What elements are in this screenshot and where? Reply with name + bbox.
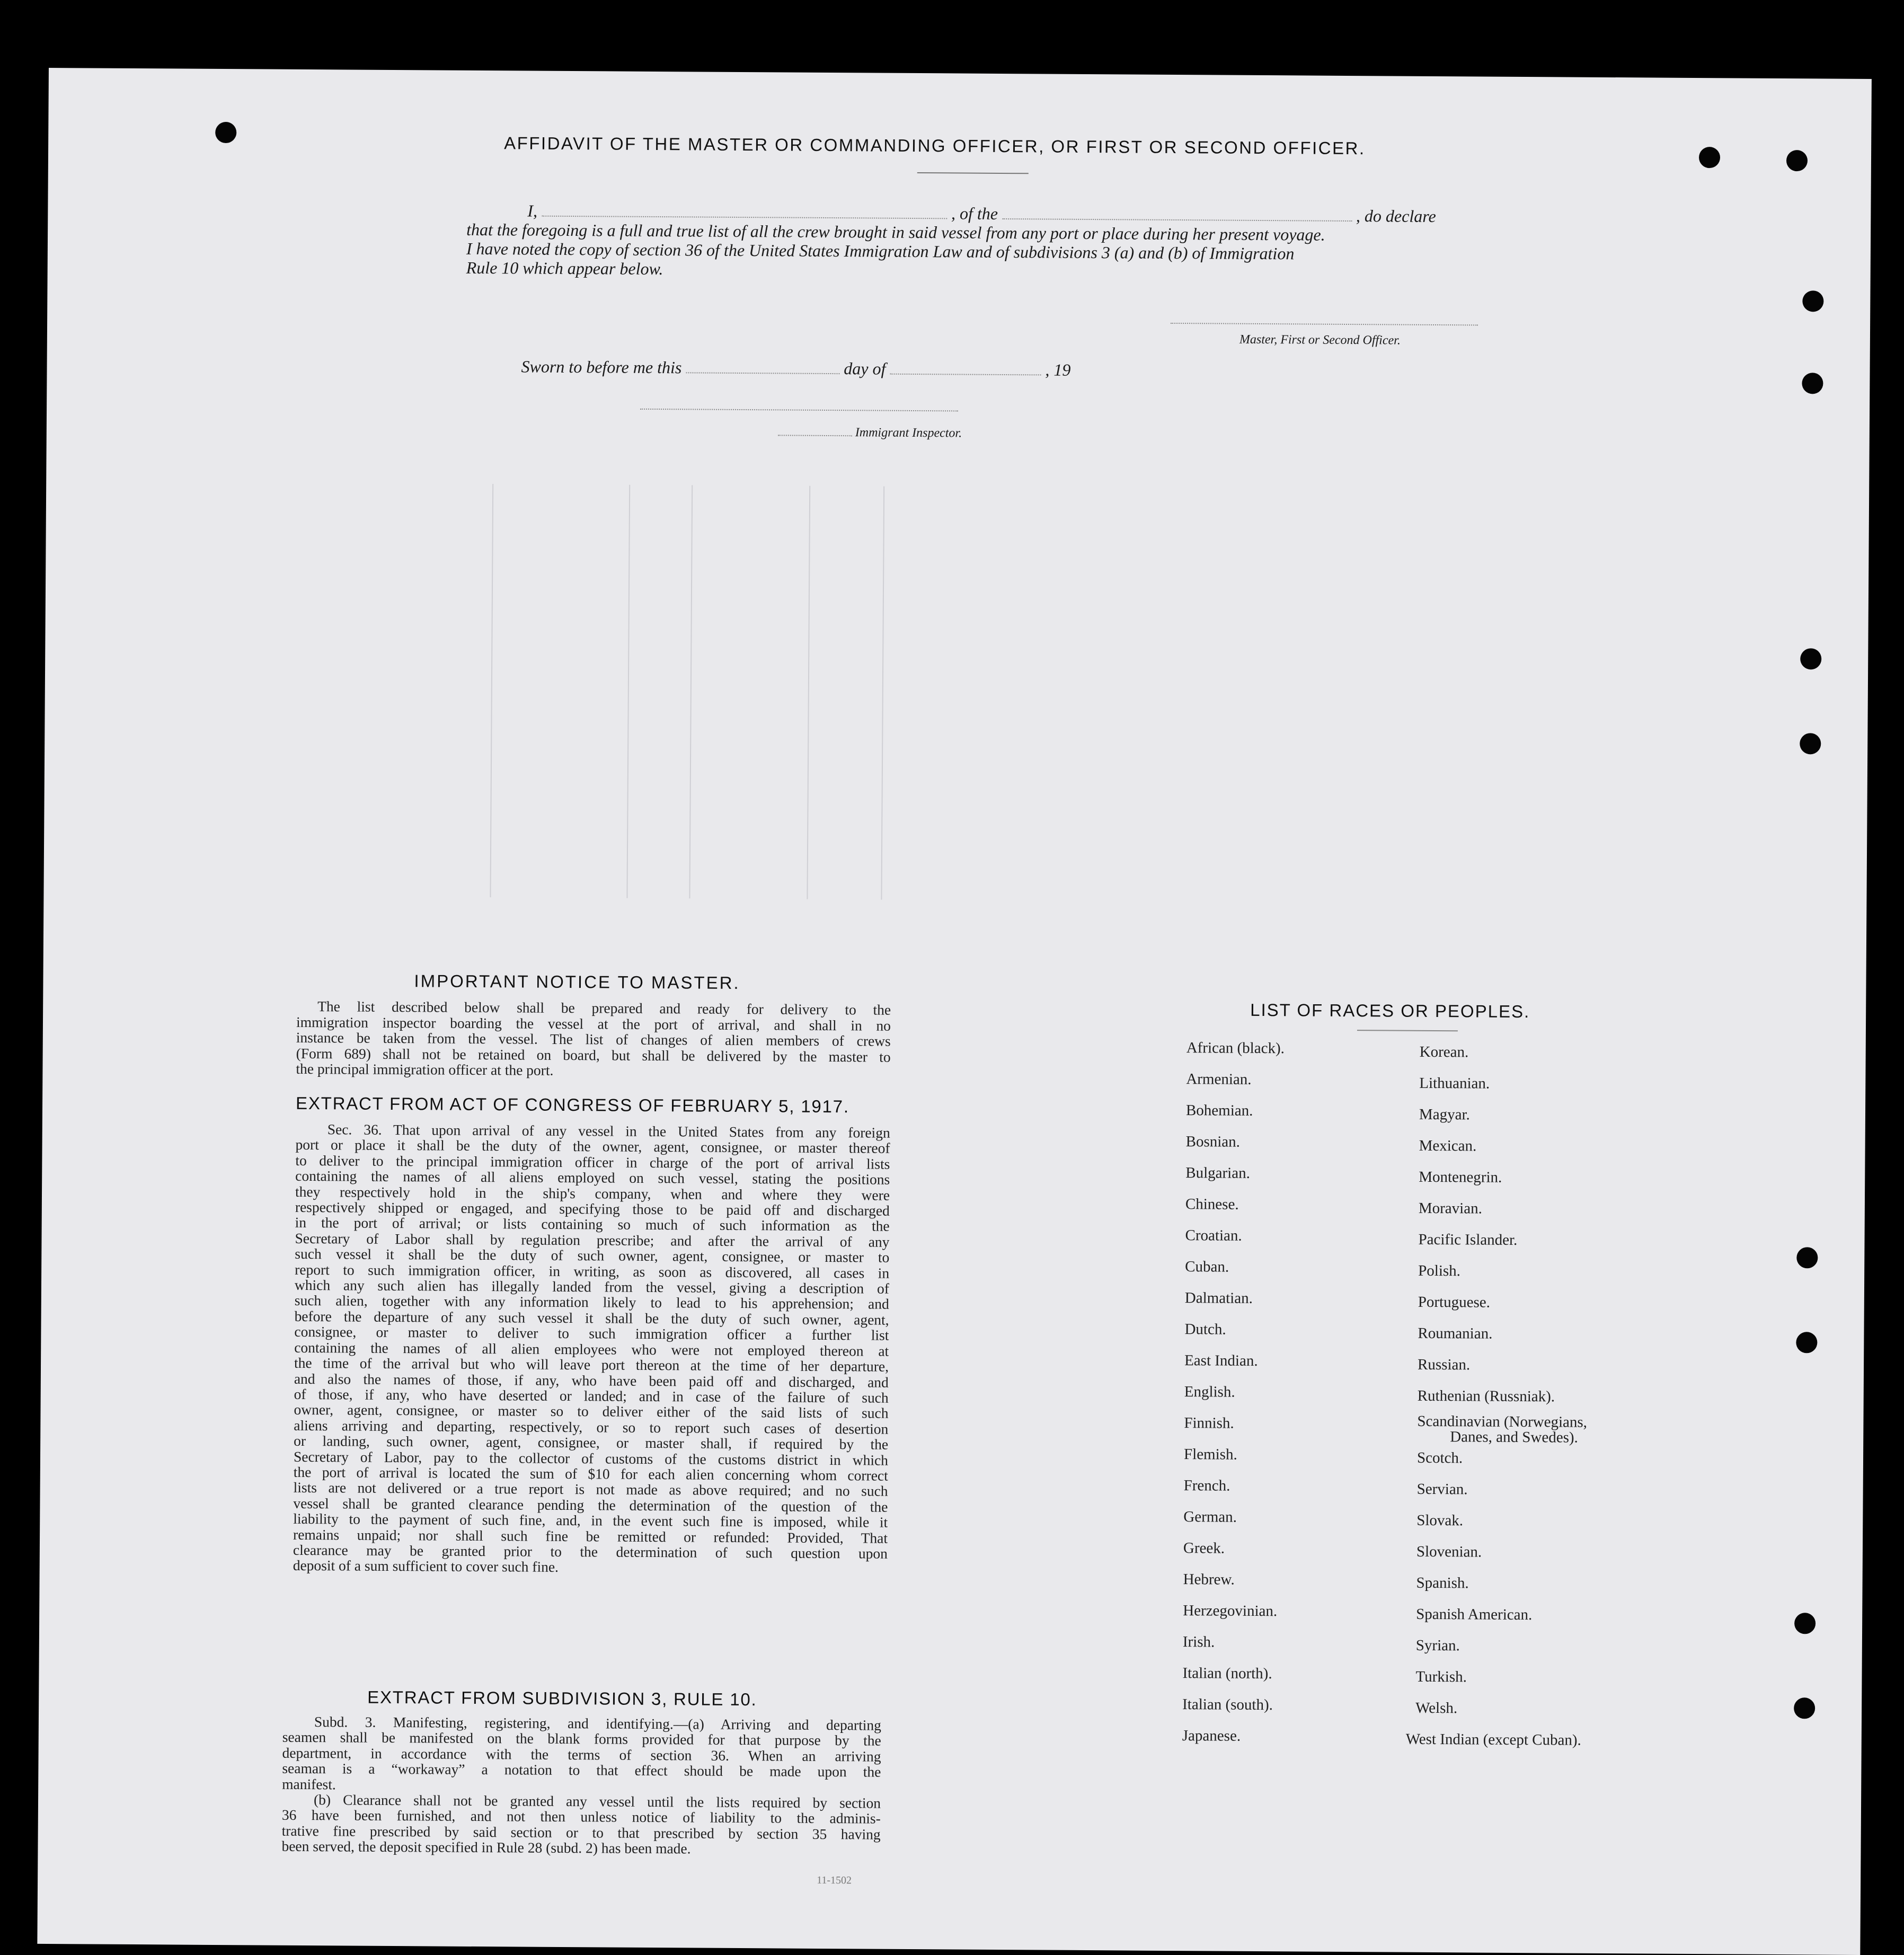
race-left: Herzegovinian.	[1183, 1602, 1278, 1620]
race-left: French.	[1183, 1477, 1230, 1494]
act-line: report to such immigration officer, in writing, as soon as discovered, all cases in	[295, 1261, 890, 1281]
act-line: containing the names of all aliens employed on such vessel, stating the positions	[295, 1167, 890, 1188]
race-left: Bosnian.	[1185, 1133, 1241, 1151]
act-line: the port of arrival is located the sum of $10 for each alien concerning whom correct	[293, 1463, 888, 1484]
act-line: respectively shipped or engaged, and specifying those to be paid off and discharged	[295, 1198, 890, 1219]
act-line: in the port of arrival; or lists containing so much of such information as the	[295, 1214, 890, 1235]
race-right: Roumanian.	[1418, 1324, 1493, 1342]
notice-line: the principal immigration officer at the port.	[296, 1060, 554, 1079]
races-title-rule	[1357, 1030, 1458, 1031]
punch-hole	[1786, 150, 1808, 171]
races-title: LIST OF RACES OR PEOPLES.	[1250, 999, 1530, 1022]
rule-extract-body	[281, 1714, 881, 1858]
punch-hole	[215, 122, 236, 143]
act-line: containing the names of all alien employees who were not employed thereon at	[294, 1339, 889, 1359]
notice-line: immigration inspector boarding the vessel at the port of arrival, and shall in no	[296, 1013, 891, 1034]
bleed-through-rule	[689, 485, 693, 898]
race-right: Welsh.	[1415, 1699, 1458, 1717]
sworn-line	[521, 357, 1070, 379]
race-right: Turkish.	[1415, 1668, 1467, 1686]
affidavit-line-3: I have noted the copy of section 36 of the United States Immigration Law and of subdivisions 3 (a) and (b) of Immigration	[466, 238, 1295, 263]
race-right: Syrian.	[1415, 1636, 1460, 1655]
title-rule	[917, 172, 1029, 174]
race-right: Scandinavian (Norwegians,	[1417, 1412, 1588, 1431]
race-right: Danes, and Swedes).	[1450, 1428, 1578, 1446]
act-line: before the departure of any such vessel it shall be the duty of such owner, agent,	[294, 1307, 889, 1328]
act-line: owner, agent, consignee, or master so to deliver either of the said lists of such	[294, 1401, 889, 1422]
act-line: such vessel it shall be the duty of such owner, agent, consignee, or master to	[295, 1245, 890, 1266]
rule-line: Subd. 3. Manifesting, registering, and identifying.—(a) Arriving and departing	[314, 1713, 882, 1733]
act-line: remains unpaid; nor shall such fine be remitted or refunded: Provided, That	[293, 1526, 888, 1546]
race-left: Bulgarian.	[1185, 1164, 1251, 1182]
race-right: Moravian.	[1418, 1199, 1482, 1217]
act-line: Sec. 36. That upon arrival of any vessel in the United States from any foreign	[327, 1121, 890, 1141]
rule-line: department, in accordance with the terms of section 36. When an arriving	[282, 1744, 881, 1765]
notice-line: (Form 689) shall not be retained on board, but shall be delivered by the master to	[296, 1045, 891, 1065]
act-line: aliens arriving and departing, respectively, or so to report such cases of desertion	[294, 1417, 889, 1437]
race-left: Bohemian.	[1185, 1102, 1253, 1119]
act-line: they respectively hold in the ship's company, when and where they were	[295, 1183, 890, 1204]
race-right: West Indian (except Cuban).	[1405, 1730, 1581, 1749]
notice-body	[296, 998, 891, 1081]
race-right: Lithuanian.	[1419, 1074, 1490, 1092]
race-left: Chinese.	[1185, 1196, 1239, 1213]
punch-hole	[1794, 1697, 1815, 1719]
affidavit-line-4: Rule 10 which appear below.	[466, 258, 663, 279]
act-line: Secretary of Labor shall by regulation prescribe; and after the arrival of any	[295, 1229, 890, 1250]
affidavit-title: AFFIDAVIT OF THE MASTER OR COMMANDING OFFICER, OR FIRST OR SECOND OFFICER.	[504, 133, 1366, 158]
bleed-through-rule	[881, 486, 884, 900]
race-right: Korean.	[1419, 1043, 1469, 1061]
form-number: 11-1502	[817, 1874, 852, 1887]
act-extract-title: EXTRACT FROM ACT OF CONGRESS OF FEBRUARY 5, 1917.	[295, 1093, 849, 1117]
rule-line: (b) Clearance shall not be granted any vessel until the lists required by section	[313, 1791, 881, 1811]
day-blank[interactable]	[686, 372, 839, 374]
vessel-blank[interactable]	[1002, 218, 1352, 222]
act-extract-body	[293, 1121, 890, 1577]
rule-line: been served, the deposit specified in Rule 28 (subd. 2) has been made.	[281, 1837, 691, 1857]
month-blank[interactable]	[890, 374, 1041, 376]
race-left: Croatian.	[1185, 1227, 1242, 1244]
punch-hole	[1796, 1332, 1817, 1353]
act-line: which any such alien has illegally landed from the vessel, giving a description of	[294, 1276, 890, 1297]
race-left: Finnish.	[1184, 1414, 1234, 1432]
punch-hole	[1802, 290, 1823, 312]
race-right: Polish.	[1418, 1262, 1461, 1280]
notice-title: IMPORTANT NOTICE TO MASTER.	[414, 971, 740, 993]
act-line: port or place it shall be the duty of the owner, agent, consignee, or master thereof	[295, 1136, 890, 1157]
bleed-through-rule	[626, 485, 630, 898]
notice-line: instance be taken from the vessel. The list of changes of alien members of crews	[296, 1029, 891, 1049]
race-right: Magyar.	[1419, 1105, 1470, 1124]
inspector-blank[interactable]	[778, 435, 852, 436]
race-left: Dutch.	[1184, 1321, 1226, 1338]
rule-line: trative fine prescribed by said section or to that prescribed by section 35 having	[281, 1822, 881, 1843]
race-right: Ruthenian (Russniak).	[1417, 1387, 1555, 1405]
act-line: consignee, or master to deliver to such immigration officer a further list	[294, 1323, 889, 1344]
act-line: vessel shall be granted clearance pending the determination of the question of the	[293, 1494, 888, 1515]
race-right: Slovenian.	[1416, 1543, 1482, 1561]
sworn-label: Sworn to before me this	[521, 357, 682, 377]
affidavit-line-2: that the foregoing is a full and true list of all the crew brought in said vessel from any port or place during her present voyage.	[466, 219, 1325, 244]
race-left: Greek.	[1183, 1540, 1225, 1557]
master-signature-caption: Master, First or Second Officer.	[1239, 332, 1401, 348]
race-left: Cuban.	[1185, 1258, 1229, 1276]
inspector-signature-line[interactable]	[640, 409, 958, 412]
race-left: Hebrew.	[1183, 1571, 1235, 1588]
race-right: Spanish.	[1416, 1574, 1469, 1592]
of-the-label: , of the	[951, 204, 998, 223]
punch-hole	[1800, 733, 1821, 754]
punch-hole	[1699, 147, 1720, 168]
punch-hole	[1796, 1247, 1818, 1268]
rule-extract-title: EXTRACT FROM SUBDIVISION 3, RULE 10.	[367, 1687, 757, 1710]
race-right: Servian.	[1416, 1480, 1468, 1498]
declare-label: , do declare	[1356, 206, 1436, 226]
race-left: English.	[1184, 1383, 1235, 1401]
act-line: liability to the payment of such fine, and, in the event such fine is imposed, while it	[293, 1510, 888, 1531]
punch-hole	[1800, 648, 1821, 669]
race-right: Portuguese.	[1418, 1293, 1491, 1311]
race-left: Italian (north).	[1182, 1665, 1272, 1683]
act-line: to deliver to the principal immigration officer in charge of the port of arrival lists	[295, 1152, 890, 1172]
act-line: such alien, together with any information likely to lead to his apprehension; and	[294, 1292, 889, 1313]
punch-hole	[1794, 1613, 1816, 1634]
act-line: and also the names of those, if any, who have been paid off and discharged, and	[294, 1370, 889, 1391]
race-left: German.	[1183, 1508, 1237, 1526]
race-left: Armenian.	[1186, 1071, 1252, 1088]
act-line: the time of the arrival but who will leave port thereon at the time of her departure,	[294, 1354, 889, 1375]
race-right: Spanish American.	[1416, 1605, 1533, 1624]
rule-line: manifest.	[282, 1775, 336, 1792]
act-line: clearance may be granted prior to the determination of such question upon	[293, 1541, 888, 1562]
punch-hole	[1802, 373, 1823, 394]
inspector-caption	[778, 425, 962, 440]
rule-line: 36 have been furnished, and not then unless notice of liability to the adminis-	[281, 1807, 881, 1827]
form-page	[37, 68, 1872, 1955]
act-line: deposit of a sum sufficient to cover such fine.	[293, 1557, 559, 1576]
race-left: Italian (south).	[1182, 1696, 1273, 1714]
day-of-label: day of	[844, 359, 886, 378]
act-line: lists are not delivered or a true report is not made as above required; and no such	[293, 1479, 888, 1500]
race-right: Montenegrin.	[1419, 1168, 1502, 1186]
year-label: , 19	[1045, 360, 1071, 379]
race-right: Pacific Islander.	[1418, 1231, 1518, 1249]
master-signature-line[interactable]	[1171, 323, 1478, 326]
i-label: I,	[527, 201, 538, 220]
race-right: Mexican.	[1419, 1137, 1477, 1155]
race-right: Slovak.	[1416, 1511, 1464, 1529]
notice-line: The list described below shall be prepared and ready for delivery to the	[317, 998, 891, 1018]
inspector-caption-text: Immigrant Inspector.	[855, 426, 962, 440]
race-left: Japanese.	[1182, 1727, 1241, 1745]
act-line: Secretary of Labor, pay to the collector of customs of the customs district in which	[293, 1448, 889, 1469]
race-left: Irish.	[1182, 1633, 1215, 1651]
race-right: Russian.	[1418, 1356, 1471, 1374]
rule-line: seamen shall be manifested on the blank forms provided for that purpose by the	[282, 1729, 881, 1749]
race-left: African (black).	[1186, 1039, 1285, 1057]
race-left: Flemish.	[1183, 1446, 1237, 1463]
act-line: of those, if any, who have deserted or landed; and in case of the failure of such	[294, 1385, 889, 1406]
name-blank[interactable]	[542, 216, 947, 219]
act-line: or landing, such owner, agent, consignee, or master shall, if required by the	[294, 1432, 889, 1453]
bleed-through-rule	[490, 484, 493, 897]
race-left: Dalmatian.	[1184, 1289, 1253, 1307]
race-right: Scotch.	[1416, 1449, 1463, 1467]
bleed-through-rule	[807, 486, 810, 899]
rule-line: seaman is a “workaway” a notation to that effect should be made upon the	[282, 1759, 881, 1780]
race-left: East Indian.	[1184, 1352, 1258, 1369]
